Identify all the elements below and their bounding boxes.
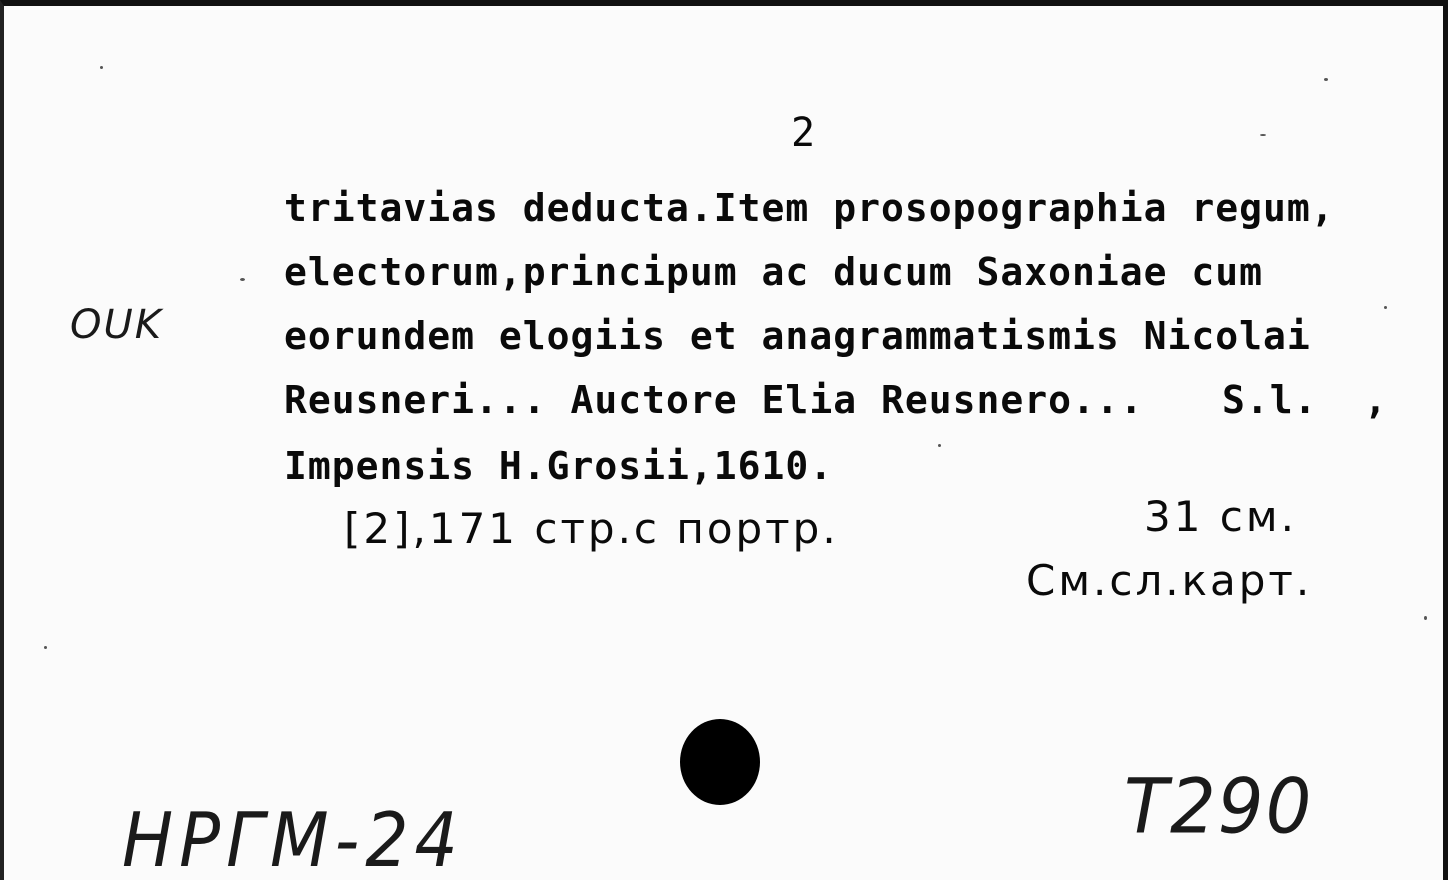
speck xyxy=(100,66,103,69)
pagination: [2],171 стр.с портр. xyxy=(344,504,839,553)
place-comma: , xyxy=(1364,378,1388,422)
speck xyxy=(44,646,47,649)
margin-code: OUK xyxy=(70,302,163,348)
body-line-3: eorundem elogiis et anagrammatismis Nicolai xyxy=(284,314,1311,358)
punch-hole xyxy=(680,719,760,805)
shelf-mark-right: T290 xyxy=(1124,762,1314,851)
speck xyxy=(1324,78,1328,81)
place-of-publication: S.l. xyxy=(1222,378,1318,422)
speck xyxy=(240,278,245,281)
speck xyxy=(938,444,941,447)
shelf-mark-left: НРГМ-24 xyxy=(122,798,464,880)
speck xyxy=(1424,616,1427,620)
body-line-1: tritavias deducta.Item prosopographia regum, xyxy=(284,186,1335,230)
see-next-card: См.сл.карт. xyxy=(1026,556,1313,605)
speck xyxy=(1384,306,1387,309)
body-line-4: Reusneri... Auctore Elia Reusnero... xyxy=(284,378,1144,422)
page-number: 2 xyxy=(791,110,817,156)
size: 31 см. xyxy=(1144,492,1297,541)
speck xyxy=(1260,134,1266,136)
body-line-5: Impensis H.Grosii,1610. xyxy=(284,444,834,488)
body-line-2: electorum,principum ac ducum Saxoniae cum xyxy=(284,250,1263,294)
